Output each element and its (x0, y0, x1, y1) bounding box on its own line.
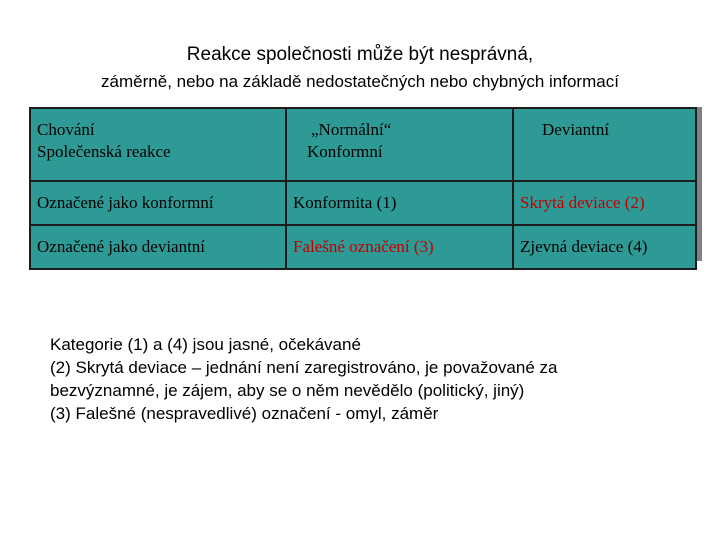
page-title: Reakce společnosti může být nesprávná, (186, 44, 534, 65)
note-line: (2) Skrytá deviace – jednání není zaregistrováno, je považované za (50, 358, 558, 377)
header-behavior-label: Chování (37, 120, 95, 139)
page-subtitle: záměrně, nebo na základě nedostatečných nebo chybných informací (101, 72, 619, 91)
note-line: bezvýznamné, je zájem, aby se o něm nevědělo (politický, jiný) (50, 381, 525, 400)
row-label-deviant: Označené jako deviantní (30, 225, 286, 269)
header-cell-normal (286, 108, 513, 181)
table-row (30, 225, 696, 269)
header-reaction-label: Společenská reakce (37, 142, 171, 161)
table-header-row (30, 108, 696, 181)
cell-open-deviance: Zjevná deviace (4) (513, 225, 696, 269)
row-label-conformist: Označené jako konformní (30, 181, 286, 225)
header-cell-behavior (30, 108, 286, 181)
cell-false-labeling: Falešné označení (3) (286, 225, 513, 269)
deviance-table (29, 107, 697, 270)
note-line: Kategorie (1) a (4) jsou jasné, očekávané (50, 335, 361, 354)
cell-secret-deviance: Skrytá deviace (2) (513, 181, 696, 225)
header-conformist-label: Konformní (307, 142, 383, 161)
notes-block (50, 333, 710, 425)
deviance-table-shadow (29, 107, 702, 261)
note-line: (3) Falešné (nespravedlivé) označení - omyl, záměr (50, 404, 439, 423)
header-normal-label: „Normální“ (311, 120, 392, 139)
header-cell-deviant (513, 108, 696, 181)
cell-conformity: Konformita (1) (286, 181, 513, 225)
table-row (30, 181, 696, 225)
header-deviant-label: Deviantní (542, 120, 610, 139)
